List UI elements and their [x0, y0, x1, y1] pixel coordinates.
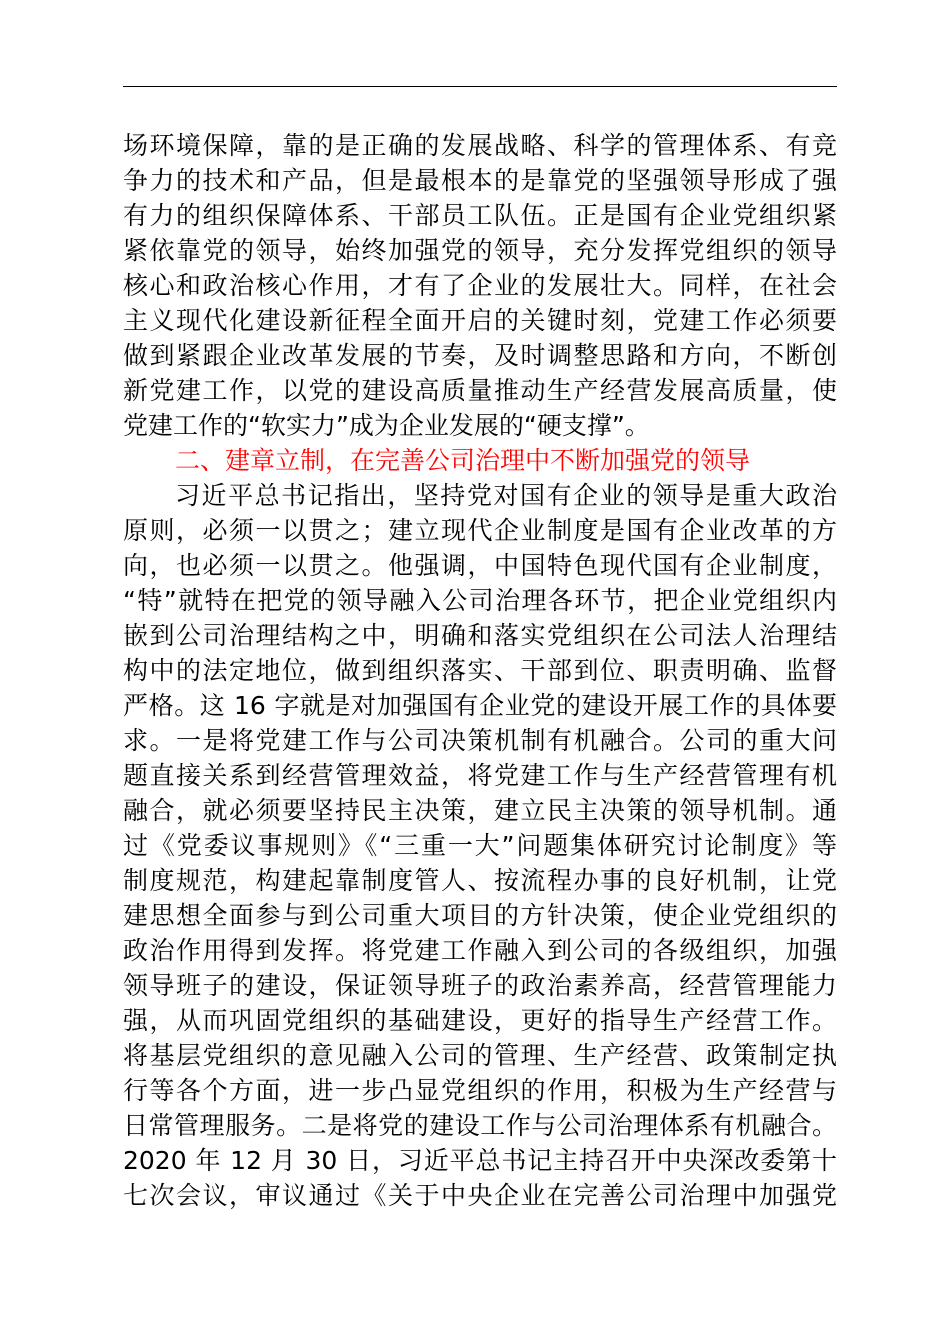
text-line: 将基层党组织的意见融入公司的管理、生产经营、政策制定执 [123, 1041, 837, 1070]
text-line: 政治作用得到发挥。将党建工作融入到公司的各级组织，加强 [123, 936, 837, 965]
text-line: 制度规范，构建起靠制度管人、按流程办事的良好机制，让党 [123, 866, 837, 895]
text-line: 核心和政治核心作用，才有了企业的发展壮大。同样，在社会 [123, 271, 837, 300]
text-line: 过《党委议事规则》《“三重一大”问题集体研究讨论制度》等 [123, 831, 837, 860]
text-line: 嵌到公司治理结构之中，明确和落实党组织在公司法人治理结 [123, 621, 837, 650]
text-line: 争力的技术和产品，但是最根本的是靠党的坚强领导形成了强 [123, 166, 837, 195]
text-line: 原则，必须一以贯之；建立现代企业制度是国有企业改革的方 [123, 516, 837, 545]
text-line: 行等各个方面，进一步凸显党组织的作用，积极为生产经营与 [123, 1076, 837, 1105]
section-heading: 二、建章立制，在完善公司治理中不断加强党的领导 [175, 446, 751, 475]
text-line: 强，从而巩固党组织的基础建设，更好的指导生产经营工作。 [123, 1006, 837, 1035]
text-line: 建思想全面参与到公司重大项目的方针决策，使企业党组织的 [123, 901, 837, 930]
text-line: 求。一是将党建工作与公司决策机制有机融合。公司的重大问 [123, 726, 837, 755]
text-line: 习近平总书记指出，坚持党对国有企业的领导是重大政治 [175, 481, 837, 510]
text-line: 做到紧跟企业改革发展的节奏，及时调整思路和方向，不断创 [123, 341, 837, 370]
text-line: 日常管理服务。二是将党的建设工作与公司治理体系有机融合。 [123, 1111, 837, 1140]
text-line: 领导班子的建设，保证领导班子的政治素养高，经营管理能力 [123, 971, 837, 1000]
text-line: 构中的法定地位，做到组织落实、干部到位、职责明确、监督 [123, 656, 837, 685]
text-line: 有力的组织保障体系、干部员工队伍。正是国有企业党组织紧 [123, 201, 837, 230]
paragraph-1 [123, 128, 837, 443]
text-line: 题直接关系到经营管理效益，将党建工作与生产经营管理有机 [123, 761, 837, 790]
paragraph-2 [123, 478, 837, 1213]
text-line: 新党建工作，以党的建设高质量推动生产经营发展高质量，使 [123, 376, 837, 405]
text-line: 向，也必须一以贯之。他强调，中国特色现代国有企业制度， [123, 551, 837, 580]
text-line: 七次会议，审议通过《关于中央企业在完善公司治理中加强党 [123, 1181, 837, 1210]
text-line: 场环境保障，靠的是正确的发展战略、科学的管理体系、有竞 [123, 131, 837, 160]
text-line: “特”就特在把党的领导融入公司治理各环节，把企业党组织内 [123, 586, 837, 615]
text-line: 党建工作的“软实力”成为企业发展的“硬支撑”。 [123, 411, 650, 440]
header-rule [123, 86, 837, 87]
document-body [123, 128, 837, 1213]
text-line: 紧依靠党的领导，始终加强党的领导，充分发挥党组织的领导 [123, 236, 837, 265]
text-line: 融合，就必须要坚持民主决策，建立民主决策的领导机制。通 [123, 796, 837, 825]
text-line: 严格。这 16 字就是对加强国有企业党的建设开展工作的具体要 [123, 691, 837, 720]
text-line: 主义现代化建设新征程全面开启的关键时刻，党建工作必须要 [123, 306, 837, 335]
text-line: 2020 年 12 月 30 日，习近平总书记主持召开中央深改委第十 [123, 1146, 837, 1175]
